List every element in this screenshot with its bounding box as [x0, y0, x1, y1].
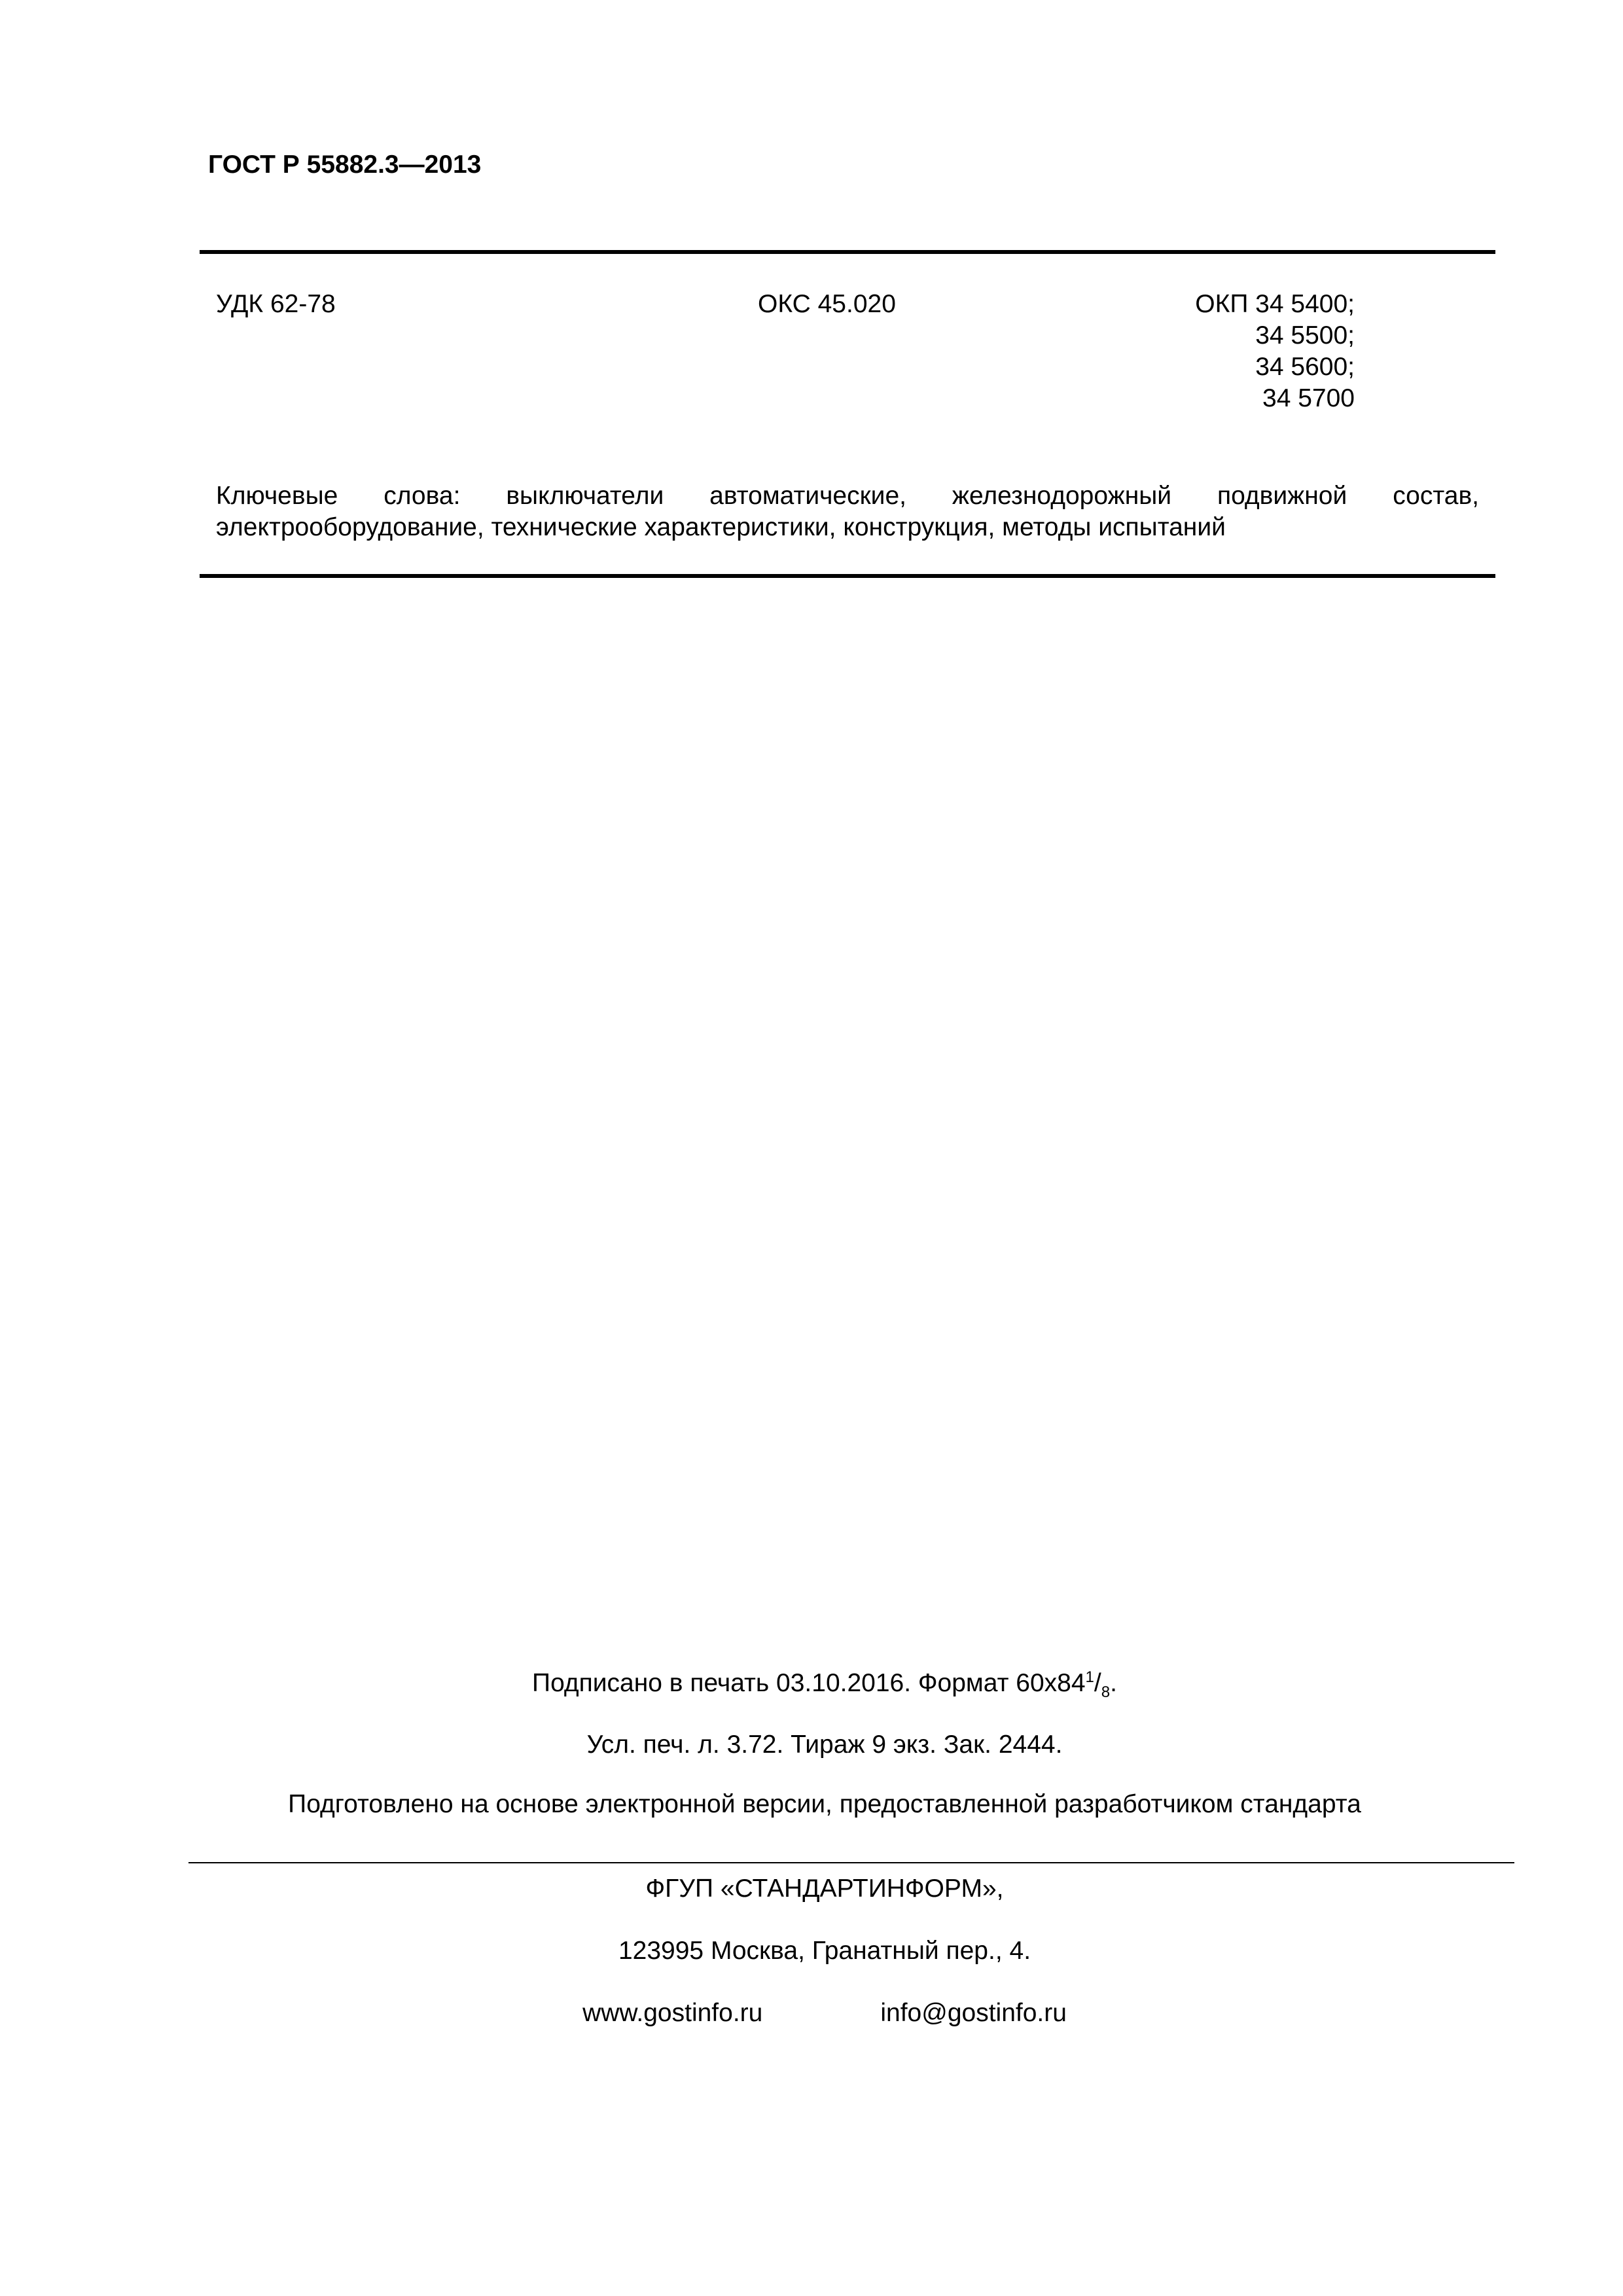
okp-code-line: 34 5500;: [1255, 321, 1355, 350]
format-denominator: 8: [1101, 1683, 1111, 1701]
email-link[interactable]: info@gostinfo.ru: [880, 1999, 1067, 2027]
publisher-name: ФГУП «СТАНДАРТИНФОРМ»,: [645, 1874, 1004, 1903]
format-slash: /: [1094, 1669, 1101, 1697]
format-numerator: 1: [1085, 1668, 1094, 1686]
okp-code-line: 34 5600;: [1255, 353, 1355, 381]
keywords-line: Ключевые слова: выключатели автоматические, железнодорожный подвижной состав,: [216, 482, 1479, 510]
prepared-note: Подготовлено на основе электронной версии, предоставленной разработчиком стандарта: [288, 1790, 1361, 1818]
format-end: .: [1110, 1669, 1117, 1697]
signed-to-print: [0, 1668, 1623, 1699]
publisher-address: 123995 Москва, Гранатный пер., 4.: [618, 1937, 1031, 1965]
standard-designation: ГОСТ Р 55882.3—2013: [208, 151, 482, 179]
print-sheets: Усл. печ. л. 3.72. Тираж 9 экз. Зак. 2444.: [586, 1731, 1063, 1759]
okp-code-line: 34 5700: [1262, 384, 1355, 412]
signed-text: Подписано в печать 03.10.2016. Формат 60x84: [532, 1669, 1086, 1697]
oks-code: ОКС 45.020: [758, 290, 896, 318]
keywords-line: электрооборудование, технические характеристики, конструкция, методы испытаний: [216, 513, 1226, 541]
website-link[interactable]: www.gostinfo.ru: [582, 1999, 763, 2027]
okp-code-line: ОКП 34 5400;: [1195, 290, 1355, 318]
udk-code: УДК 62-78: [216, 290, 336, 318]
publisher-divider: [188, 1862, 1514, 1863]
okp-codes: [1186, 289, 1355, 414]
publisher-contacts: [0, 1998, 1623, 2029]
keywords-divider: [200, 574, 1495, 578]
top-divider: [200, 250, 1495, 254]
keywords-paragraph: [216, 480, 1479, 543]
